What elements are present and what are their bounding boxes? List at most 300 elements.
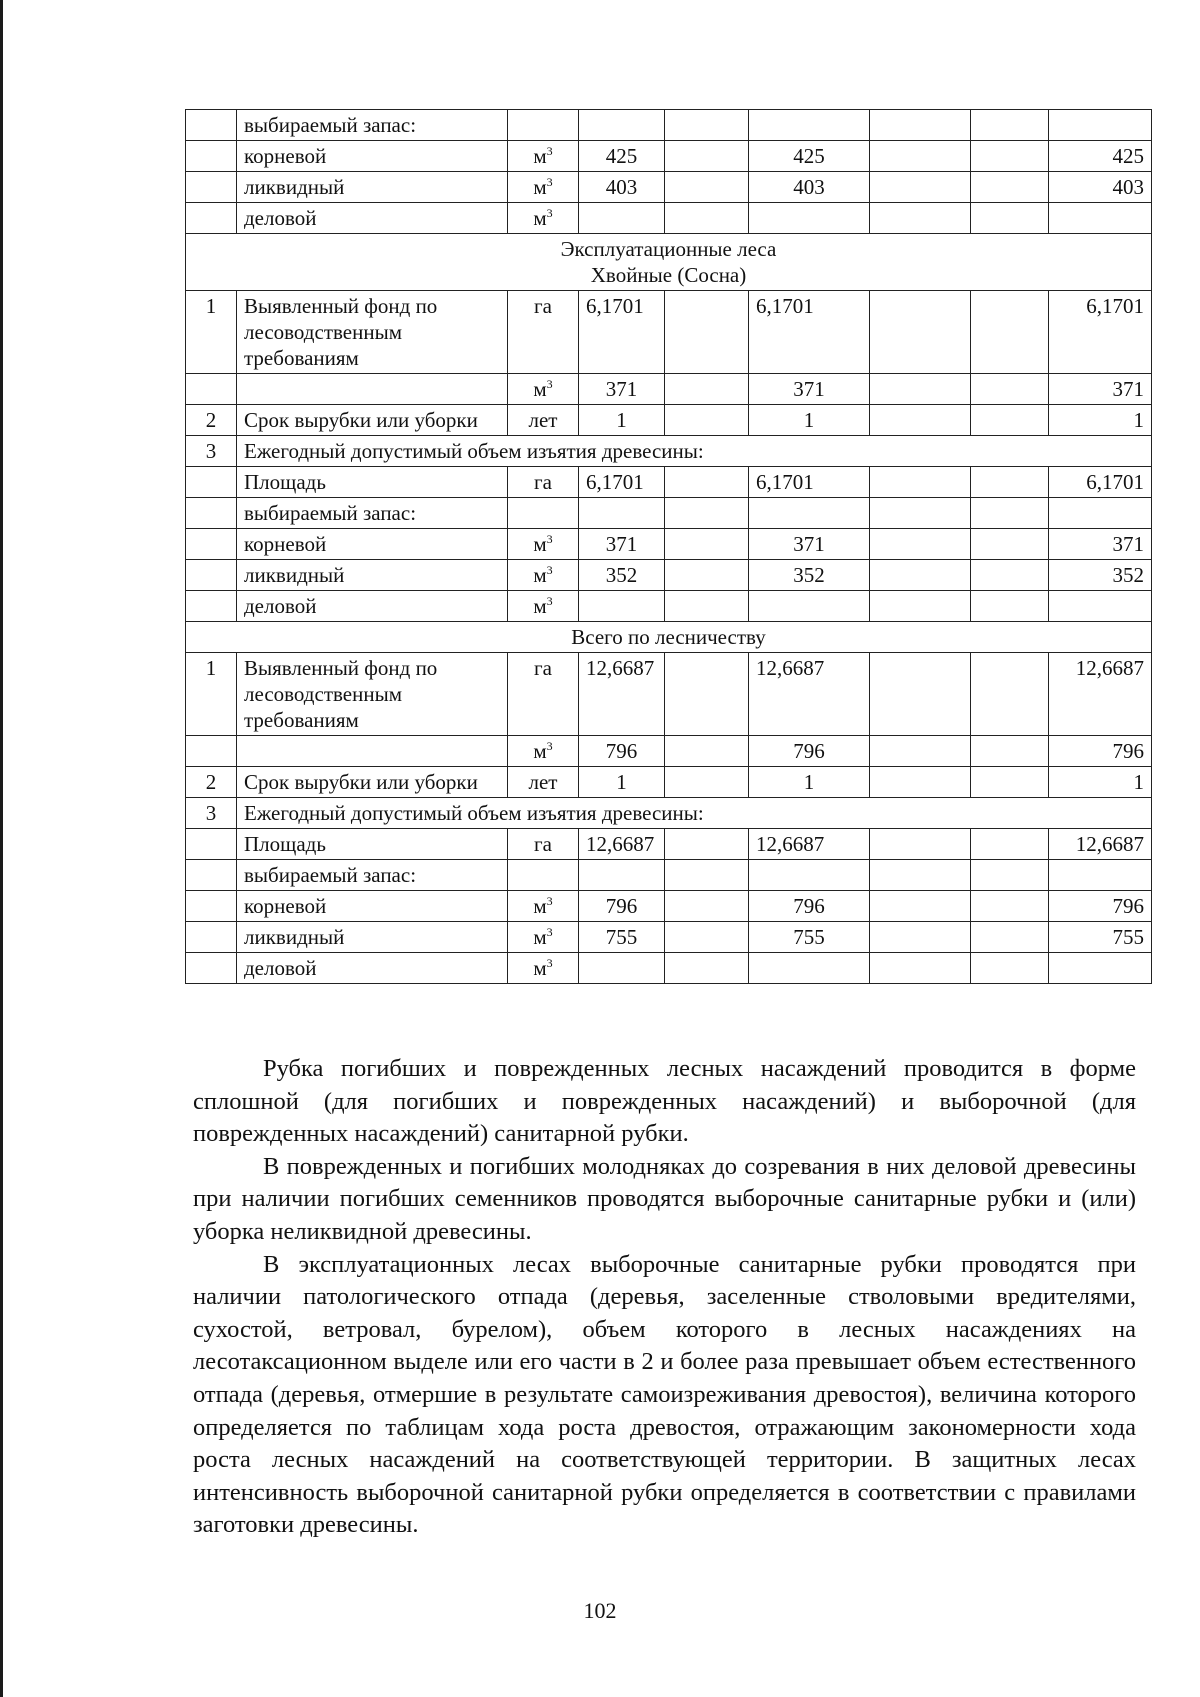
value-col-6-text: 6,1701 bbox=[1086, 294, 1144, 318]
value-col-2 bbox=[665, 405, 749, 436]
row-name-text: Срок вырубки или уборки bbox=[244, 770, 478, 794]
value-col-3-text: 796 bbox=[793, 894, 825, 918]
row-number bbox=[186, 141, 237, 172]
row-number bbox=[186, 591, 237, 622]
value-col-6-text: 352 bbox=[1112, 563, 1144, 587]
value-col-3 bbox=[749, 829, 870, 860]
value-col-5 bbox=[971, 467, 1049, 498]
value-col-3-text: 6,1701 bbox=[756, 294, 814, 318]
row-unit-text: м bbox=[533, 925, 547, 949]
row-unit bbox=[508, 203, 579, 234]
value-col-5 bbox=[971, 498, 1049, 529]
value-col-6-text: 755 bbox=[1112, 925, 1144, 949]
value-col-1-text: 796 bbox=[605, 894, 638, 918]
value-col-5 bbox=[971, 291, 1049, 374]
value-col-1-text: 371 bbox=[605, 377, 638, 401]
row-number bbox=[186, 922, 237, 953]
paragraph-2: В поврежденных и погибших молодняках до созревания в них деловой древесины при наличии погибших семенников проводятся выборочные санитарные рубки и (или) уборка неликвидной древесины. bbox=[193, 1152, 1136, 1245]
table-row bbox=[186, 203, 1152, 234]
value-col-4 bbox=[870, 767, 971, 798]
row-name-text: Срок вырубки или уборки bbox=[244, 408, 478, 432]
value-col-6 bbox=[1049, 498, 1152, 529]
row-name bbox=[237, 736, 508, 767]
row-name-text: ликвидный bbox=[244, 563, 345, 587]
row-name bbox=[237, 860, 508, 891]
value-col-6-text: 796 bbox=[1112, 894, 1144, 918]
value-col-5 bbox=[971, 953, 1049, 984]
row-name bbox=[237, 203, 508, 234]
table-row bbox=[186, 141, 1152, 172]
table-row bbox=[186, 860, 1152, 891]
value-col-6 bbox=[1049, 374, 1152, 405]
row-number-text: 1 bbox=[205, 656, 217, 680]
value-col-3-text: 1 bbox=[803, 408, 815, 432]
value-col-3-text: 425 bbox=[793, 144, 825, 168]
row-title-text: Ежегодный допустимый объем изъятия древесины: bbox=[244, 801, 704, 825]
value-col-3 bbox=[749, 467, 870, 498]
value-col-4 bbox=[870, 653, 971, 736]
value-col-6-text: 371 bbox=[1112, 532, 1144, 556]
value-col-1 bbox=[579, 591, 665, 622]
value-col-5 bbox=[971, 922, 1049, 953]
table-row bbox=[186, 560, 1152, 591]
value-col-3-text: 371 bbox=[793, 377, 825, 401]
value-col-6-text: 1 bbox=[1133, 770, 1144, 794]
value-col-5 bbox=[971, 172, 1049, 203]
value-col-6 bbox=[1049, 405, 1152, 436]
section-subtitle: Хвойные (Сосна) bbox=[590, 263, 747, 287]
value-col-3 bbox=[749, 203, 870, 234]
value-col-4 bbox=[870, 829, 971, 860]
value-col-2 bbox=[665, 560, 749, 591]
value-col-6 bbox=[1049, 172, 1152, 203]
row-unit-text: лет bbox=[528, 770, 558, 794]
value-col-2 bbox=[665, 767, 749, 798]
section-title: Всего по лесничеству bbox=[571, 625, 766, 649]
value-col-2 bbox=[665, 374, 749, 405]
row-name bbox=[237, 498, 508, 529]
row-unit-text: га bbox=[534, 832, 552, 856]
value-col-2 bbox=[665, 736, 749, 767]
row-name-text: Выявленный фонд по лесоводственным требованиям bbox=[244, 294, 438, 370]
value-col-6-text: 12,6687 bbox=[1075, 832, 1144, 856]
table-row bbox=[186, 436, 1152, 467]
row-name bbox=[237, 110, 508, 141]
paragraph-3: В эксплуатационных лесах выборочные санитарные рубки проводятся при наличии патологического отпада (деревья, заселенные стволовыми вредителями, сухостой, ветровал, бурелом), объем которого в лесных насаждениях на лесотаксационном выделе или его части в 2 и более раза превышает объем естественного отпада (деревья, отмершие в результате самоизреживания древостоя), величина которого определяется по таблицам хода роста древостоя, отражающим закономерности хода роста лесных насаждений на соответствующей территории. В защитных лесах интенсивность выборочной санитарной рубки определяется в соответствии с правилами заготовки древесины. bbox=[193, 1250, 1136, 1539]
value-col-1 bbox=[579, 653, 665, 736]
value-col-5 bbox=[971, 374, 1049, 405]
value-col-3 bbox=[749, 860, 870, 891]
value-col-5 bbox=[971, 767, 1049, 798]
value-col-5 bbox=[971, 405, 1049, 436]
row-name-text: ликвидный bbox=[244, 175, 345, 199]
table-row bbox=[186, 829, 1152, 860]
value-col-3-text: 755 bbox=[793, 925, 825, 949]
value-col-4 bbox=[870, 498, 971, 529]
value-col-2 bbox=[665, 829, 749, 860]
value-col-3 bbox=[749, 953, 870, 984]
row-number bbox=[186, 953, 237, 984]
row-unit bbox=[508, 172, 579, 203]
value-col-3 bbox=[749, 529, 870, 560]
value-col-4 bbox=[870, 953, 971, 984]
value-col-2 bbox=[665, 860, 749, 891]
value-col-4 bbox=[870, 203, 971, 234]
row-name-text: Площадь bbox=[244, 832, 326, 856]
value-col-5 bbox=[971, 860, 1049, 891]
value-col-1-text: 6,1701 bbox=[586, 294, 644, 318]
value-col-1-text: 352 bbox=[605, 563, 638, 587]
table-row bbox=[186, 736, 1152, 767]
value-col-1-text: 12,6687 bbox=[586, 656, 655, 680]
value-col-1 bbox=[579, 498, 665, 529]
row-name-text: выбираемый запас: bbox=[244, 501, 417, 525]
value-col-3 bbox=[749, 560, 870, 591]
felling-table bbox=[185, 109, 1152, 984]
value-col-1 bbox=[579, 736, 665, 767]
row-name bbox=[237, 953, 508, 984]
table-row bbox=[186, 767, 1152, 798]
value-col-1-text: 425 bbox=[605, 144, 638, 168]
value-col-2 bbox=[665, 953, 749, 984]
table-row bbox=[186, 291, 1152, 374]
row-unit bbox=[508, 591, 579, 622]
value-col-3-text: 12,6687 bbox=[756, 656, 825, 680]
value-col-6 bbox=[1049, 653, 1152, 736]
row-name bbox=[237, 653, 508, 736]
value-col-2 bbox=[665, 110, 749, 141]
row-number bbox=[186, 172, 237, 203]
row-number bbox=[186, 110, 237, 141]
row-number bbox=[186, 767, 237, 798]
value-col-6-text: 6,1701 bbox=[1086, 470, 1144, 494]
row-unit-text: га bbox=[534, 656, 552, 680]
value-col-1 bbox=[579, 953, 665, 984]
row-unit bbox=[508, 891, 579, 922]
row-title bbox=[237, 798, 1152, 829]
value-col-6 bbox=[1049, 736, 1152, 767]
value-col-1 bbox=[579, 529, 665, 560]
row-number-text: 2 bbox=[205, 408, 217, 432]
table-row bbox=[186, 591, 1152, 622]
row-name bbox=[237, 172, 508, 203]
row-unit-text: м bbox=[533, 739, 547, 763]
value-col-2 bbox=[665, 172, 749, 203]
row-unit-text: м bbox=[533, 377, 547, 401]
row-unit-text: га bbox=[534, 294, 552, 318]
row-number bbox=[186, 798, 237, 829]
value-col-5 bbox=[971, 591, 1049, 622]
row-name-text: деловой bbox=[244, 206, 317, 230]
row-number bbox=[186, 860, 237, 891]
value-col-4 bbox=[870, 141, 971, 172]
value-col-2 bbox=[665, 141, 749, 172]
row-number bbox=[186, 891, 237, 922]
unit-superscript: 3 bbox=[546, 739, 553, 753]
row-unit bbox=[508, 829, 579, 860]
value-col-1 bbox=[579, 560, 665, 591]
row-name-text: Выявленный фонд по лесоводственным требованиям bbox=[244, 656, 438, 732]
value-col-2 bbox=[665, 498, 749, 529]
row-number bbox=[186, 203, 237, 234]
row-name-text: деловой bbox=[244, 594, 317, 618]
body-text bbox=[193, 1053, 1136, 1542]
row-unit bbox=[508, 291, 579, 374]
unit-superscript: 3 bbox=[546, 377, 553, 391]
row-number-text: 3 bbox=[205, 439, 217, 463]
value-col-2 bbox=[665, 891, 749, 922]
value-col-1 bbox=[579, 110, 665, 141]
unit-superscript: 3 bbox=[546, 925, 553, 939]
row-unit bbox=[508, 922, 579, 953]
value-col-6 bbox=[1049, 529, 1152, 560]
value-col-1 bbox=[579, 829, 665, 860]
row-unit bbox=[508, 110, 579, 141]
value-col-6-text: 371 bbox=[1112, 377, 1144, 401]
row-name-text: ликвидный bbox=[244, 925, 345, 949]
section-header-row bbox=[186, 622, 1152, 653]
value-col-6 bbox=[1049, 922, 1152, 953]
row-number bbox=[186, 436, 237, 467]
value-col-6 bbox=[1049, 291, 1152, 374]
row-number bbox=[186, 829, 237, 860]
row-name bbox=[237, 922, 508, 953]
value-col-3 bbox=[749, 172, 870, 203]
value-col-2 bbox=[665, 653, 749, 736]
row-name-text: корневой bbox=[244, 894, 327, 918]
value-col-6 bbox=[1049, 203, 1152, 234]
value-col-5 bbox=[971, 653, 1049, 736]
value-col-3 bbox=[749, 110, 870, 141]
row-title-text: Ежегодный допустимый объем изъятия древесины: bbox=[244, 439, 704, 463]
table-row bbox=[186, 110, 1152, 141]
row-unit bbox=[508, 860, 579, 891]
row-name bbox=[237, 291, 508, 374]
row-name bbox=[237, 467, 508, 498]
value-col-6 bbox=[1049, 829, 1152, 860]
value-col-1 bbox=[579, 467, 665, 498]
table-row bbox=[186, 653, 1152, 736]
row-number bbox=[186, 291, 237, 374]
value-col-1 bbox=[579, 203, 665, 234]
row-unit bbox=[508, 653, 579, 736]
table-row bbox=[186, 529, 1152, 560]
section-header-row bbox=[186, 234, 1152, 291]
value-col-2 bbox=[665, 591, 749, 622]
value-col-3-text: 12,6687 bbox=[756, 832, 825, 856]
value-col-5 bbox=[971, 829, 1049, 860]
value-col-4 bbox=[870, 860, 971, 891]
row-unit-text: м bbox=[533, 175, 547, 199]
unit-superscript: 3 bbox=[546, 206, 553, 220]
row-name bbox=[237, 767, 508, 798]
value-col-1 bbox=[579, 767, 665, 798]
value-col-4 bbox=[870, 891, 971, 922]
row-name-text: Площадь bbox=[244, 470, 326, 494]
table-row bbox=[186, 467, 1152, 498]
value-col-1 bbox=[579, 374, 665, 405]
row-unit-text: м bbox=[533, 144, 547, 168]
value-col-5 bbox=[971, 110, 1049, 141]
row-number bbox=[186, 529, 237, 560]
value-col-6-text: 12,6687 bbox=[1075, 656, 1144, 680]
value-col-5 bbox=[971, 203, 1049, 234]
row-number bbox=[186, 405, 237, 436]
row-name bbox=[237, 374, 508, 405]
value-col-1-text: 403 bbox=[605, 175, 638, 199]
value-col-3-text: 403 bbox=[793, 175, 825, 199]
row-name-text: корневой bbox=[244, 532, 327, 556]
value-col-2 bbox=[665, 529, 749, 560]
value-col-1-text: 1 bbox=[616, 408, 627, 432]
row-name bbox=[237, 829, 508, 860]
value-col-1 bbox=[579, 291, 665, 374]
row-unit-text: м bbox=[533, 594, 547, 618]
value-col-5 bbox=[971, 529, 1049, 560]
value-col-1-text: 12,6687 bbox=[586, 832, 655, 856]
value-col-4 bbox=[870, 172, 971, 203]
value-col-3 bbox=[749, 891, 870, 922]
value-col-4 bbox=[870, 110, 971, 141]
row-name bbox=[237, 405, 508, 436]
value-col-4 bbox=[870, 291, 971, 374]
table-row bbox=[186, 922, 1152, 953]
value-col-1 bbox=[579, 922, 665, 953]
value-col-6 bbox=[1049, 953, 1152, 984]
value-col-6 bbox=[1049, 467, 1152, 498]
row-unit-text: м bbox=[533, 563, 547, 587]
value-col-3 bbox=[749, 374, 870, 405]
value-col-4 bbox=[870, 405, 971, 436]
row-number bbox=[186, 374, 237, 405]
value-col-3 bbox=[749, 653, 870, 736]
row-unit-text: лет bbox=[528, 408, 558, 432]
row-number bbox=[186, 498, 237, 529]
row-name-text: деловой bbox=[244, 956, 317, 980]
value-col-1 bbox=[579, 891, 665, 922]
value-col-4 bbox=[870, 736, 971, 767]
value-col-1-text: 796 bbox=[605, 739, 638, 763]
row-unit-text: м bbox=[533, 532, 547, 556]
value-col-6-text: 403 bbox=[1112, 175, 1144, 199]
value-col-4 bbox=[870, 467, 971, 498]
value-col-5 bbox=[971, 560, 1049, 591]
row-name bbox=[237, 529, 508, 560]
row-unit bbox=[508, 141, 579, 172]
row-number-text: 2 bbox=[205, 770, 217, 794]
value-col-6-text: 796 bbox=[1112, 739, 1144, 763]
value-col-3 bbox=[749, 736, 870, 767]
value-col-3 bbox=[749, 291, 870, 374]
row-unit bbox=[508, 405, 579, 436]
value-col-1-text: 371 bbox=[605, 532, 638, 556]
value-col-3 bbox=[749, 922, 870, 953]
value-col-3-text: 1 bbox=[803, 770, 815, 794]
page-number: 102 bbox=[583, 1598, 617, 1623]
value-col-3 bbox=[749, 767, 870, 798]
table-row bbox=[186, 374, 1152, 405]
value-col-4 bbox=[870, 374, 971, 405]
unit-superscript: 3 bbox=[546, 532, 553, 546]
row-name bbox=[237, 560, 508, 591]
unit-superscript: 3 bbox=[546, 894, 553, 908]
value-col-4 bbox=[870, 922, 971, 953]
row-unit bbox=[508, 498, 579, 529]
value-col-3-text: 6,1701 bbox=[756, 470, 814, 494]
value-col-3 bbox=[749, 405, 870, 436]
row-number-text: 1 bbox=[205, 294, 217, 318]
row-unit-text: м bbox=[533, 956, 547, 980]
value-col-1 bbox=[579, 141, 665, 172]
section-header bbox=[186, 234, 1152, 291]
value-col-2 bbox=[665, 467, 749, 498]
row-unit bbox=[508, 736, 579, 767]
value-col-5 bbox=[971, 141, 1049, 172]
row-name-text: корневой bbox=[244, 144, 327, 168]
value-col-6 bbox=[1049, 560, 1152, 591]
value-col-2 bbox=[665, 922, 749, 953]
value-col-2 bbox=[665, 203, 749, 234]
value-col-2 bbox=[665, 291, 749, 374]
value-col-3 bbox=[749, 591, 870, 622]
section-header bbox=[186, 622, 1152, 653]
value-col-1 bbox=[579, 405, 665, 436]
row-number bbox=[186, 560, 237, 591]
value-col-4 bbox=[870, 529, 971, 560]
unit-superscript: 3 bbox=[546, 144, 553, 158]
unit-superscript: 3 bbox=[546, 956, 553, 970]
table-row bbox=[186, 953, 1152, 984]
value-col-3-text: 371 bbox=[793, 532, 825, 556]
row-unit-text: м bbox=[533, 894, 547, 918]
unit-superscript: 3 bbox=[546, 563, 553, 577]
value-col-3 bbox=[749, 498, 870, 529]
row-number bbox=[186, 653, 237, 736]
row-unit bbox=[508, 767, 579, 798]
value-col-3-text: 796 bbox=[793, 739, 825, 763]
table-row bbox=[186, 798, 1152, 829]
value-col-5 bbox=[971, 891, 1049, 922]
table-row bbox=[186, 405, 1152, 436]
unit-superscript: 3 bbox=[546, 175, 553, 189]
value-col-6 bbox=[1049, 767, 1152, 798]
row-number bbox=[186, 467, 237, 498]
value-col-3-text: 352 bbox=[793, 563, 825, 587]
value-col-1-text: 755 bbox=[605, 925, 638, 949]
value-col-4 bbox=[870, 591, 971, 622]
row-unit bbox=[508, 560, 579, 591]
row-name bbox=[237, 891, 508, 922]
value-col-6 bbox=[1049, 860, 1152, 891]
row-unit-text: м bbox=[533, 206, 547, 230]
scan-edge bbox=[0, 0, 3, 1697]
row-unit bbox=[508, 529, 579, 560]
value-col-6-text: 1 bbox=[1133, 408, 1144, 432]
table-row bbox=[186, 498, 1152, 529]
row-number-text: 3 bbox=[205, 801, 217, 825]
row-unit bbox=[508, 953, 579, 984]
value-col-6 bbox=[1049, 141, 1152, 172]
row-unit-text: га bbox=[534, 470, 552, 494]
row-name bbox=[237, 591, 508, 622]
value-col-6 bbox=[1049, 891, 1152, 922]
value-col-1-text: 1 bbox=[616, 770, 627, 794]
unit-superscript: 3 bbox=[546, 594, 553, 608]
value-col-6 bbox=[1049, 591, 1152, 622]
row-name-text: выбираемый запас: bbox=[244, 113, 417, 137]
value-col-3 bbox=[749, 141, 870, 172]
table-row bbox=[186, 172, 1152, 203]
